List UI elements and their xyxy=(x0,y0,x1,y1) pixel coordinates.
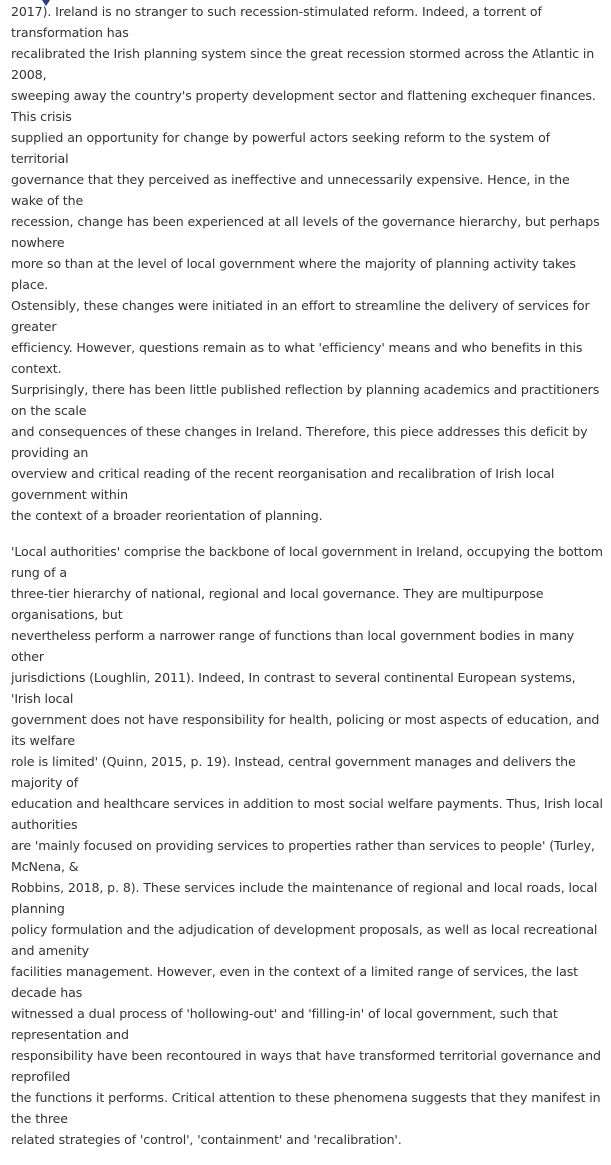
article-body xyxy=(11,1,603,1165)
paragraph-1: 2017). Ireland is no stranger to such recession-stimulated reform. Indeed, a torrent of transformation has recalibrated the Irish planning system since the great recession stormed across the Atlantic in 2008, sweeping away the country's property development sector and flattening exchequer finances. This crisis supplied an opportunity for change by powerful actors seeking reform to the system of territorial governance that they perceived as ineffective and unnecessarily expensive. Hence, in the wake of the recession, change has been experienced at all levels of the governance hierarchy, but perhaps nowhere more so than at the level of local government where the majority of planning activity takes place. Ostensibly, these changes were initiated in an effort to streamline the delivery of services for greater efficiency. However, questions remain as to what 'efficiency' means and who benefits in this context. Surprisingly, there has been little published reflection by planning academics and practitioners on the scale and consequences of these changes in Ireland. Therefore, this piece addresses this deficit by providing an overview and critical reading of the recent reorganisation and recalibration of Irish local government within the context of a broader reorientation of planning. xyxy=(11,4,600,523)
paragraph-2: 'Local authorities' comprise the backbone of local government in Ireland, occupying the bottom rung of a three-tier hierarchy of national, regional and local governance. They are multipurpose organisations, but nevertheless perform a narrower range of functions than local government bodies in many other jurisdictions (Loughlin, 2011). Indeed, In contrast to several continental European systems, 'Irish local government does not have responsibility for health, policing or most aspects of education, and its welfare role is limited' (Quinn, 2015, p. 19). Instead, central government manages and delivers the majority of education and healthcare services in addition to most social welfare payments. Thus, Irish local authorities are 'mainly focused on providing services to properties rather than services to people' (Turley, McNena, & Robbins, 2018, p. 8). These services include the maintenance of regional and local roads, local planning policy formulation and the adjudication of development proposals, as well as local recreational and amenity facilities management. However, even in the context of a limited range of services, the last decade has witnessed a dual process of 'hollowing-out' and 'filling-in' of local government, such that representation and responsibility have been recontoured in ways that have transformed territorial governance and reprofiled the functions it performs. Critical attention to these phenomena suggests that they manifest in the three related strategies of 'control', 'containment' and 'recalibration'. xyxy=(11,544,603,1147)
